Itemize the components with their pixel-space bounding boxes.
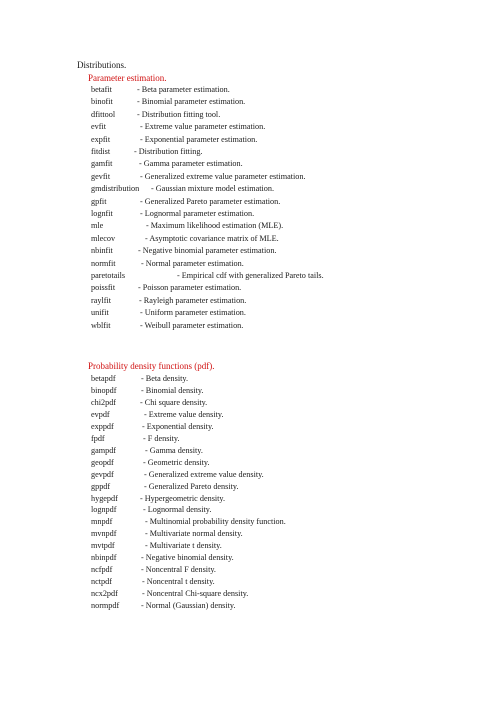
entry-row: [91, 469, 264, 480]
function-name: mnpdf: [91, 517, 113, 527]
function-description: - Lognormal density.: [143, 505, 212, 515]
function-name: gevfit: [91, 171, 111, 181]
function-name: wblfit: [91, 320, 111, 330]
function-name: lognpdf: [91, 505, 117, 515]
function-name: exppdf: [91, 421, 114, 431]
entry-row: [91, 564, 216, 575]
function-description: - Uniform parameter estimation.: [140, 308, 246, 318]
function-description: - F density.: [143, 433, 180, 443]
function-name: fitdist: [91, 147, 111, 156]
function-description: - Gaussian mixture model estimation.: [151, 184, 275, 194]
function-description: - Poisson parameter estimation.: [138, 283, 242, 293]
function-name: geopdf: [91, 457, 114, 467]
function-name: dfittool: [91, 109, 116, 119]
function-description: - Distribution fitting tool.: [137, 109, 221, 119]
function-name: chi2pdf: [91, 397, 117, 407]
function-name: gmdistribution: [91, 184, 140, 194]
function-name: ncx2pdf: [91, 589, 118, 599]
function-description: - Negative binomial parameter estimation.: [138, 246, 277, 256]
function-description: - Asymptotic covariance matrix of MLE.: [145, 233, 279, 243]
function-description: - Hypergeometric density.: [140, 493, 226, 503]
function-name: lognfit: [91, 209, 113, 218]
function-description: - Normal parameter estimation.: [141, 258, 244, 268]
function-name: mlecov: [91, 233, 116, 243]
entry-row: [91, 588, 249, 599]
function-name: ncfpdf: [91, 565, 113, 575]
function-name: normpdf: [91, 601, 120, 611]
function-name: fpdf: [91, 433, 105, 443]
entry-row: [91, 457, 210, 468]
function-description: - Weibull parameter estimation.: [140, 320, 244, 330]
function-description: - Multinomial probability density function.: [145, 517, 286, 527]
entry-row: [91, 258, 244, 269]
entry-row: [91, 245, 277, 256]
section-heading: Probability density functions (pdf).: [88, 361, 215, 371]
function-description: - Extreme value parameter estimation.: [140, 122, 266, 132]
entry-row: [91, 433, 180, 444]
entry-row: [91, 528, 243, 539]
entry-row: [91, 409, 224, 420]
function-description: - Generalized extreme value parameter estimation.: [140, 171, 306, 181]
function-description: - Maximum likelihood estimation (MLE).: [146, 221, 284, 231]
function-description: - Multivariate normal density.: [145, 529, 243, 539]
function-description: - Chi square density.: [140, 397, 208, 407]
function-name: betafit: [91, 85, 112, 94]
function-description: - Exponential density.: [142, 421, 214, 431]
function-description: - Empirical cdf with generalized Pareto tails.: [177, 271, 324, 280]
function-description: - Normal (Gaussian) density.: [141, 601, 236, 611]
entry-row: [91, 84, 230, 95]
entry-row: [91, 307, 246, 318]
entry-row: [91, 134, 258, 145]
function-description: - Lognormal parameter estimation.: [140, 209, 255, 218]
entry-row: [91, 208, 255, 219]
section-heading: Parameter estimation.: [88, 73, 167, 83]
function-name: hygepdf: [91, 493, 118, 503]
document-title: Distributions.: [77, 60, 127, 70]
function-name: binopdf: [91, 385, 117, 395]
entry-row: [91, 421, 214, 432]
function-name: nctpdf: [91, 577, 112, 587]
function-name: poissfit: [91, 283, 116, 293]
entry-row: [91, 320, 244, 331]
entry-row: [91, 270, 324, 281]
function-description: - Noncentral F density.: [141, 565, 216, 575]
function-description: - Exponential parameter estimation.: [140, 134, 258, 144]
entry-row: [91, 576, 215, 587]
entry-row: [91, 445, 203, 456]
function-description: - Beta parameter estimation.: [137, 85, 230, 94]
entry-row: [91, 504, 212, 515]
entry-row: [91, 158, 243, 169]
function-name: gpfit: [91, 196, 107, 206]
entry-row: [91, 373, 188, 384]
entry-row: [91, 233, 279, 244]
function-name: betapdf: [91, 374, 116, 383]
entry-row: [91, 196, 281, 207]
function-description: - Gamma density.: [145, 445, 203, 455]
entry-row: [91, 220, 284, 231]
function-name: mvnpdf: [91, 529, 117, 539]
function-name: gevpdf: [91, 469, 114, 479]
entry-row: [91, 493, 226, 504]
function-name: gppdf: [91, 481, 111, 491]
function-description: - Generalized Pareto density.: [144, 481, 239, 491]
function-description: - Beta density.: [141, 374, 188, 383]
function-description: - Rayleigh parameter estimation.: [139, 295, 247, 305]
function-name: expfit: [91, 134, 111, 144]
function-description: - Gamma parameter estimation.: [139, 159, 243, 169]
function-description: - Distribution fitting.: [134, 147, 203, 156]
entry-row: [91, 540, 222, 551]
function-description: - Generalized Pareto parameter estimation.: [140, 196, 281, 206]
function-name: mvtpdf: [91, 541, 115, 551]
entry-row: [91, 385, 204, 396]
function-description: - Binomial density.: [141, 385, 204, 395]
function-name: paretotails: [91, 271, 126, 280]
function-description: - Noncentral Chi-square density.: [142, 589, 249, 599]
entry-row: [91, 516, 286, 527]
function-name: gampdf: [91, 445, 117, 455]
function-name: evfit: [91, 122, 107, 132]
function-name: nbinpdf: [91, 553, 117, 563]
function-description: - Generalized extreme value density.: [144, 469, 264, 479]
function-description: - Geometric density.: [143, 457, 210, 467]
function-name: mle: [91, 221, 104, 231]
entry-row: [91, 295, 247, 306]
entry-row: [91, 109, 221, 120]
entry-row: [91, 397, 208, 408]
function-description: - Noncentral t density.: [142, 577, 215, 587]
function-name: nbinfit: [91, 246, 113, 256]
entry-row: [91, 171, 306, 182]
entry-row: [91, 600, 236, 611]
entry-row: [91, 146, 203, 157]
function-name: gamfit: [91, 159, 113, 169]
entry-row: [91, 96, 246, 107]
function-name: binofit: [91, 97, 113, 107]
entry-row: [91, 481, 239, 492]
function-description: - Negative binomial density.: [141, 553, 234, 563]
function-name: unifit: [91, 308, 109, 318]
entry-row: [91, 282, 242, 293]
function-description: - Binomial parameter estimation.: [137, 97, 246, 107]
entry-row: [91, 183, 275, 194]
function-description: - Multivariate t density.: [145, 541, 222, 551]
entry-row: [91, 121, 266, 132]
entry-row: [91, 552, 234, 563]
function-name: evpdf: [91, 409, 110, 419]
function-name: normfit: [91, 258, 116, 268]
function-description: - Extreme value density.: [144, 409, 224, 419]
function-name: raylfit: [91, 295, 112, 305]
